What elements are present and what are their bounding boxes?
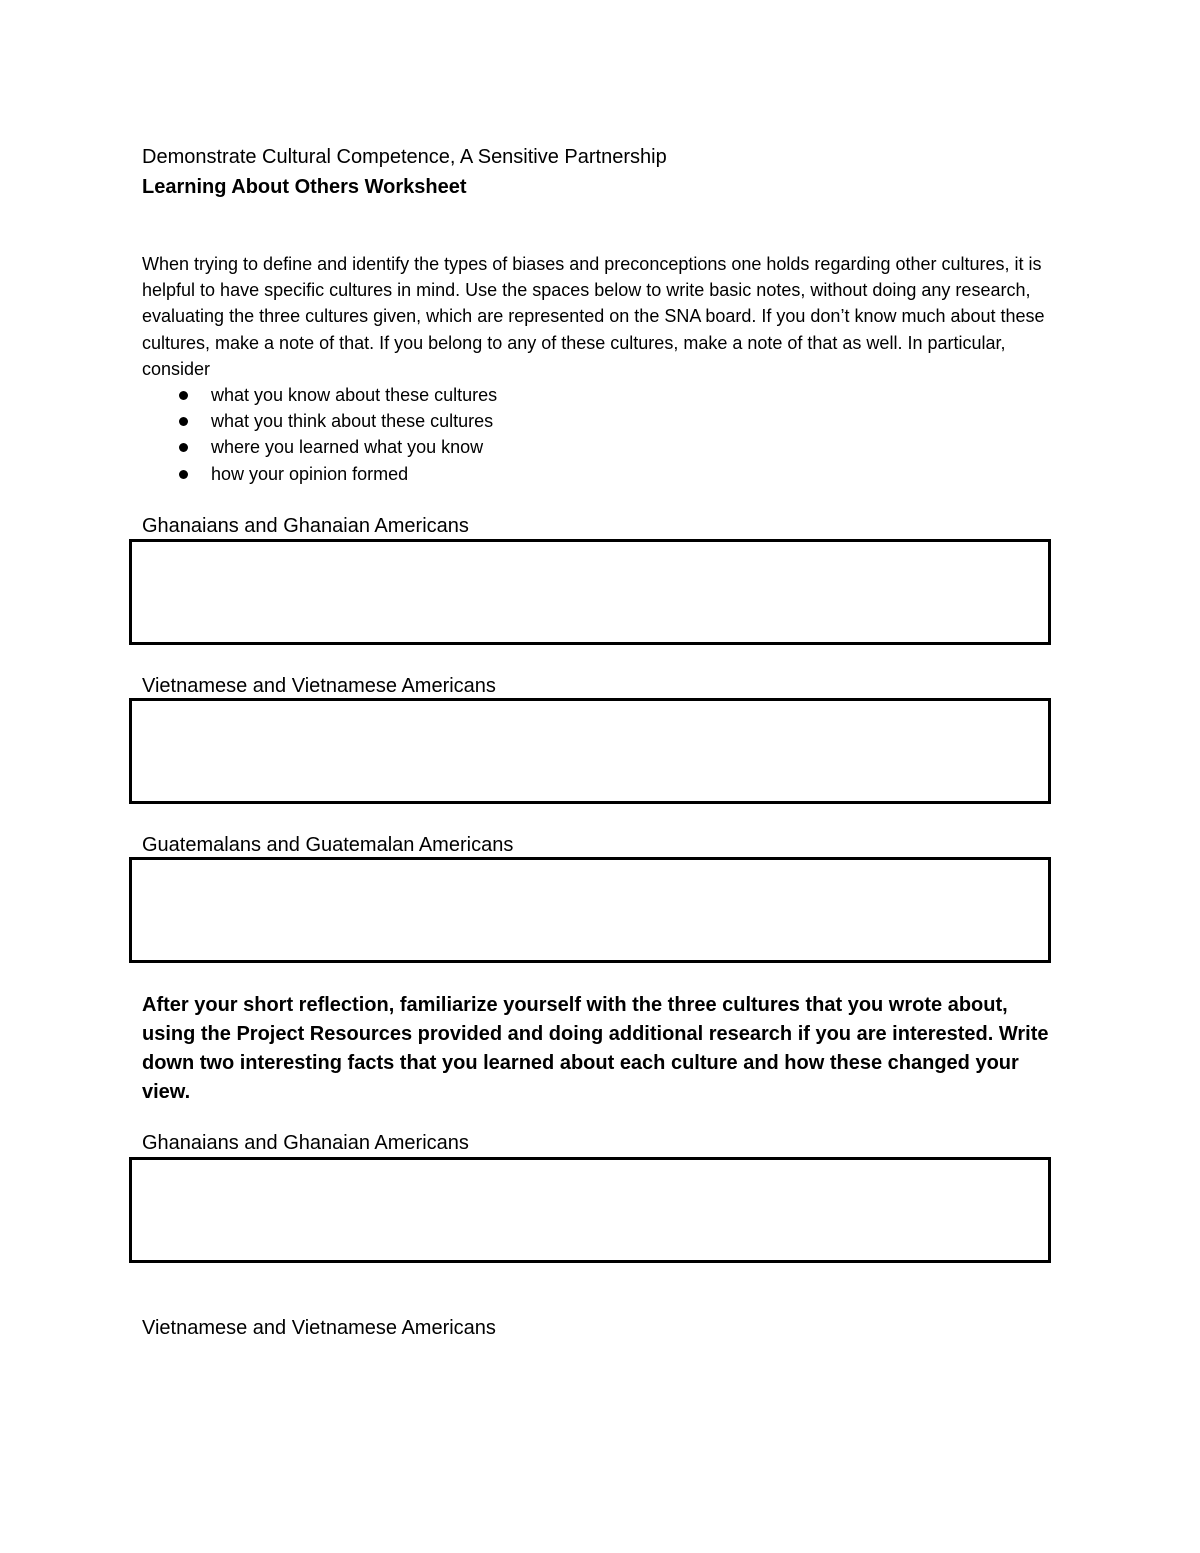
intro-paragraph: When trying to define and identify the types of biases and preconceptions one holds regarding other cultures, it is helpful to have specific cultures in mind. Use the spaces below to write basic notes, without doing any research, evaluating the three cultures given, which are represented on the SNA board. If you don’t know much about these cultures, make a note of that. If you belong to any of these cultures, make a note of that as well. In particular, consider — [142, 254, 1045, 379]
list-item-text: where you learned what you know — [211, 437, 484, 458]
answer-box-guatemalans[interactable] — [129, 857, 1051, 963]
section-label-ghanaians: Ghanaians and Ghanaian Americans — [142, 515, 469, 537]
section-label-ghanaians-facts: Ghanaians and Ghanaian Americans — [142, 1132, 469, 1154]
section-label-guatemalans: Guatemalans and Guatemalan Americans — [142, 834, 514, 856]
bullet-icon — [179, 417, 188, 426]
answer-box-ghanaians[interactable] — [129, 539, 1051, 645]
list-item-text: how your opinion formed — [211, 463, 409, 484]
list-item — [142, 434, 497, 460]
document-title: Demonstrate Cultural Competence, A Sensitive Partnership — [142, 146, 667, 168]
bullet-icon — [179, 470, 188, 479]
section-label-vietnamese: Vietnamese and Vietnamese Americans — [142, 675, 496, 697]
list-item-text: what you think about these cultures — [211, 411, 494, 432]
answer-box-vietnamese[interactable] — [129, 698, 1051, 804]
reflection-paragraph: After your short reflection, familiarize yourself with the three cultures that you wrote about, using the Project Resources provided and doing additional research if you are interested. Write down two interesting facts that you learned about each culture and how these changed your view. — [142, 994, 1049, 1103]
list-item — [142, 382, 497, 408]
consider-list — [142, 382, 497, 487]
answer-box-ghanaians-facts[interactable] — [129, 1157, 1051, 1263]
list-item — [142, 408, 497, 434]
document-subtitle: Learning About Others Worksheet — [142, 176, 467, 198]
bullet-icon — [179, 443, 188, 452]
list-item — [142, 461, 497, 487]
list-item-text: what you know about these cultures — [211, 385, 498, 405]
bullet-icon — [179, 391, 188, 400]
section-label-vietnamese-facts: Vietnamese and Vietnamese Americans — [142, 1317, 496, 1339]
